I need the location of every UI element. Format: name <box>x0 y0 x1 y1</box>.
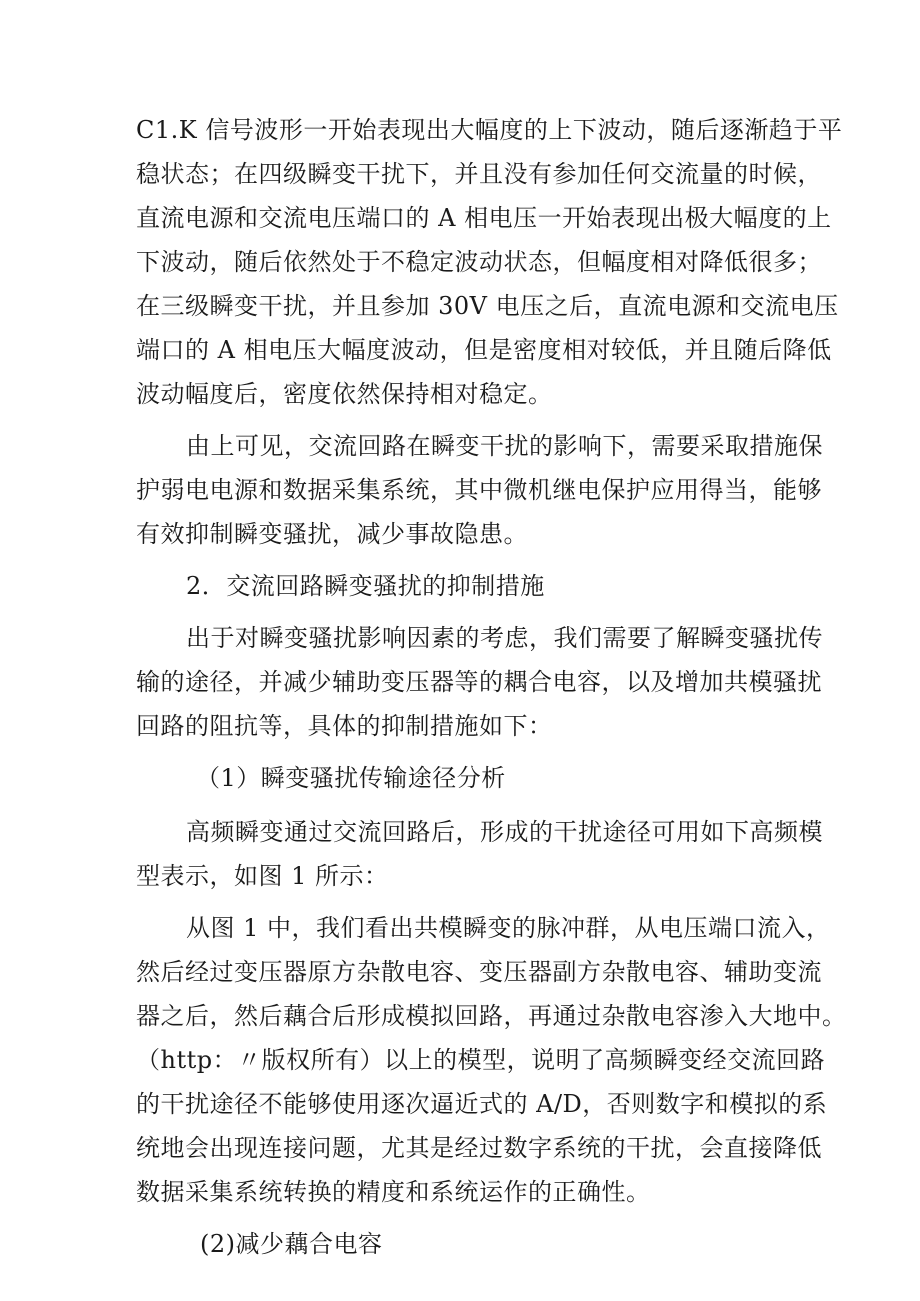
paragraph-4-line-1: 高频瞬变通过交流回路后，形成的干扰途径可用如下高频模 <box>186 818 823 846</box>
section-heading-2: 2．交流回路瞬变骚扰的抑制措施 <box>186 572 545 600</box>
paragraph-2-line-2: 护弱电电源和数据采集系统，其中微机继电保护应用得当，能够 <box>136 476 822 504</box>
paragraph-5-line-7: 数据采集系统转换的精度和系统运作的正确性。 <box>136 1178 651 1206</box>
paragraph-5-line-4: （http：〃版权所有）以上的模型，说明了高频瞬变经交流回路 <box>136 1046 826 1074</box>
paragraph-5-line-1: 从图 1 中，我们看出共模瞬变的脉冲群，从电压端口流入， <box>186 914 831 942</box>
paragraph-1-line-7: 波动幅度后，密度依然保持相对稳定。 <box>136 380 553 408</box>
paragraph-2-line-1: 由上可见，交流回路在瞬变干扰的影响下，需要采取措施保 <box>186 432 823 460</box>
paragraph-1-line-1: C1.K 信号波形一开始表现出大幅度的上下波动，随后逐渐趋于平 <box>136 116 843 144</box>
paragraph-3-line-3: 回路的阻抗等，具体的抑制措施如下： <box>136 712 553 740</box>
paragraph-1-line-5: 在三级瞬变干扰，并且参加 30V 电压之后，直流电源和交流电压 <box>136 292 839 320</box>
paragraph-5-line-6: 统地会出现连接问题，尤其是经过数字系统的干扰，会直接降低 <box>136 1134 822 1162</box>
paragraph-1-line-2: 稳状态；在四级瞬变干扰下，并且没有参加任何交流量的时候， <box>136 160 822 188</box>
paragraph-3-line-1: 出于对瞬变骚扰影响因素的考虑，我们需要了解瞬变骚扰传 <box>186 624 823 652</box>
paragraph-5-line-5: 的干扰途径不能够使用逐次逼近式的 A/D，否则数字和模拟的系 <box>136 1090 828 1118</box>
paragraph-1-line-3: 直流电源和交流电压端口的 A 相电压一开始表现出极大幅度的上 <box>136 204 832 232</box>
paragraph-3-line-2: 输的途径，并减少辅助变压器等的耦合电容，以及增加共模骚扰 <box>136 668 822 696</box>
paragraph-4-line-2: 型表示，如图 1 所示： <box>136 862 389 890</box>
subheading-1: （1）瞬变骚扰传输途径分析 <box>196 764 506 792</box>
paragraph-1-line-6: 端口的 A 相电压大幅度波动，但是密度相对较低，并且随后降低 <box>136 336 832 364</box>
paragraph-5-line-2: 然后经过变压器原方杂散电容、变压器副方杂散电容、辅助变流 <box>136 958 822 986</box>
paragraph-1-line-4: 下波动，随后依然处于不稳定波动状态，但幅度相对降低很多； <box>136 248 822 276</box>
paragraph-2-line-3: 有效抑制瞬变骚扰，减少事故隐患。 <box>136 520 528 548</box>
subheading-2: (2)减少藕合电容 <box>200 1230 383 1258</box>
paragraph-5-line-3: 器之后，然后藕合后形成模拟回路，再通过杂散电容渗入大地中。 <box>136 1002 847 1030</box>
